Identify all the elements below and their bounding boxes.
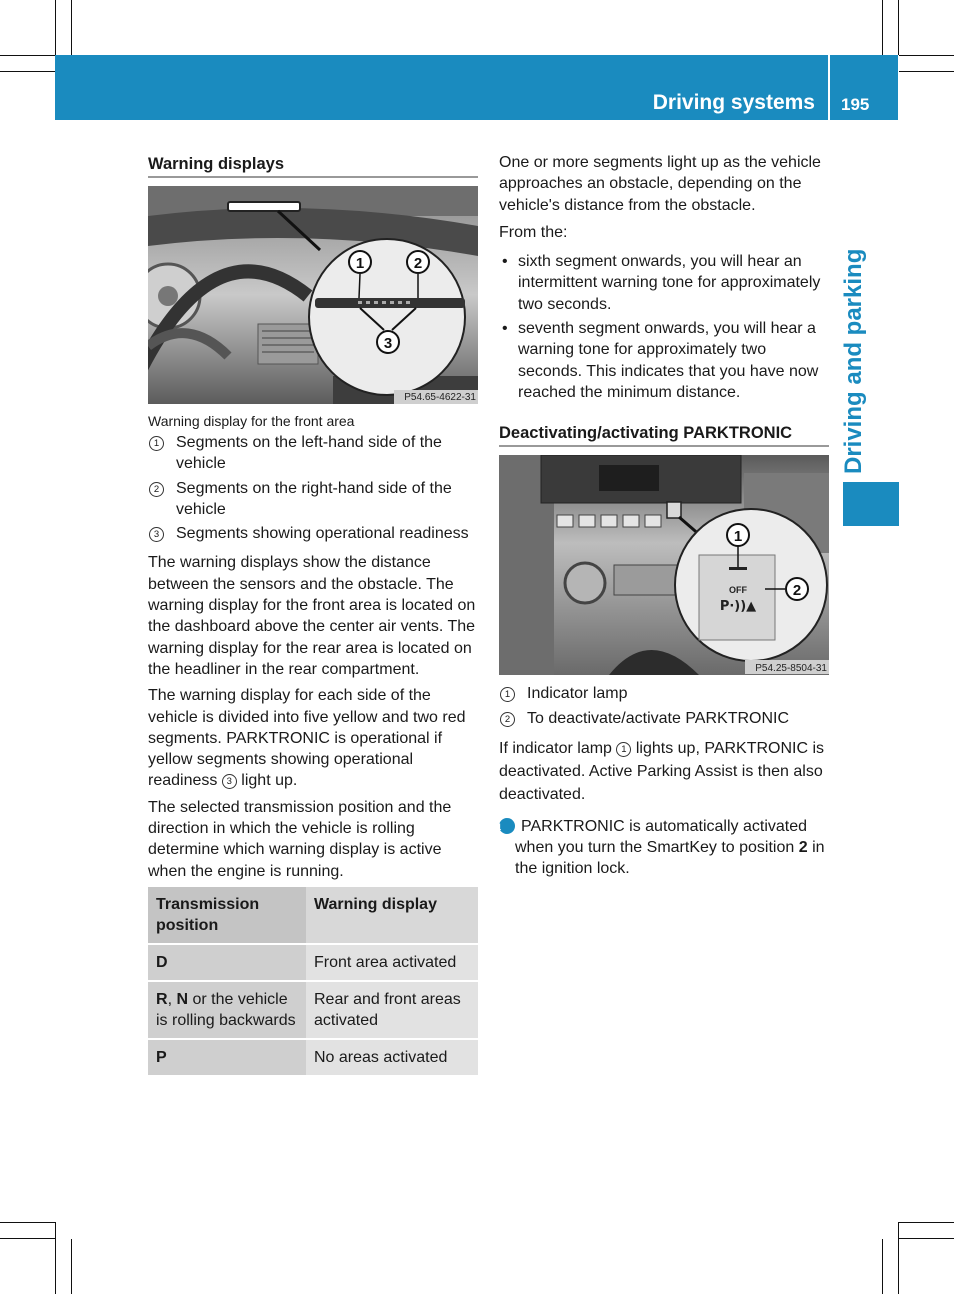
position-code: N (176, 990, 189, 1008)
table-header-row (148, 887, 478, 944)
crop-mark (0, 1238, 55, 1239)
info-note (496, 816, 829, 880)
paragraph (499, 737, 829, 806)
position-code: P (156, 1048, 167, 1066)
crop-mark (899, 71, 954, 72)
number-marker: 1 (500, 687, 515, 702)
table-cell: Rear and front areas activated (306, 981, 478, 1039)
position-code: R (156, 990, 168, 1008)
parktronic-symbol: P·))▲ (719, 599, 757, 615)
list-item-text: Segments showing operational readiness (176, 525, 469, 543)
callout-label: 1 (733, 528, 743, 546)
table-cell: Front area activated (306, 944, 478, 981)
position-code: D (156, 953, 168, 971)
table-header-cell: Transmission position (148, 887, 306, 944)
table-row (148, 981, 478, 1039)
bullet-icon: • (502, 253, 508, 271)
table-cell (148, 1039, 306, 1075)
figure1-caption: Warning display for the front area (148, 413, 355, 429)
from-the-label: From the: (499, 223, 568, 241)
crop-mark (0, 55, 55, 56)
list-item-text: Segments on the right-hand side of the vehicle (176, 479, 452, 518)
crop-mark (882, 1239, 883, 1294)
header-bar (55, 55, 898, 120)
left-column (148, 152, 478, 1075)
list-item (499, 708, 829, 729)
callout-label: 3 (383, 335, 393, 352)
list-item (499, 251, 829, 315)
crop-mark (899, 55, 954, 56)
paragraph-text: If indicator lamp (499, 739, 612, 757)
paragraph (148, 685, 478, 791)
position-text: or the vehicle is rolling backwards (156, 990, 296, 1029)
info-text: in the ignition lock. (515, 839, 825, 878)
crop-mark (55, 0, 56, 55)
chapter-side-label (834, 248, 874, 480)
table-row (148, 1039, 478, 1075)
paragraph: The selected transmission position and the direction in which the vehicle is rolling determine which warning display is active when the engine is running. (148, 798, 452, 880)
transmission-table (148, 887, 478, 1075)
parktronic-button-figure (499, 455, 829, 675)
list-item (148, 523, 478, 544)
number-marker: 2 (149, 482, 164, 497)
list-item (499, 318, 829, 403)
number-marker: 3 (149, 527, 164, 542)
list-item-text: To deactivate/activate PARKTRONIC (527, 709, 790, 727)
table-cell: No areas activated (306, 1039, 478, 1075)
chapter-label-text: Driving and parking (840, 248, 867, 474)
crop-mark (0, 1222, 55, 1223)
chapter-tab (843, 482, 899, 526)
off-label: OFF (729, 585, 747, 596)
crop-mark (882, 0, 883, 55)
crop-mark (0, 71, 55, 72)
header-divider (828, 55, 830, 120)
crop-mark (55, 1222, 56, 1294)
section-title: Driving systems (652, 91, 815, 114)
front-warning-display-figure (148, 186, 478, 404)
center-console-illustration (499, 455, 829, 675)
list-item (148, 478, 478, 521)
table-cell (148, 981, 306, 1039)
table-row (148, 944, 478, 981)
crop-mark (899, 1238, 954, 1239)
table-cell (148, 944, 306, 981)
list-item (499, 683, 829, 704)
list-item (148, 432, 478, 475)
list-item-text: Indicator lamp (527, 685, 628, 703)
position-separator: , (167, 990, 177, 1008)
inline-number-marker: 3 (222, 774, 237, 789)
table-header-cell: Warning display (306, 887, 478, 944)
callout-label: 2 (792, 582, 802, 600)
number-marker: 1 (149, 436, 164, 451)
callout-label: 1 (355, 255, 365, 272)
figure-code: P54.65-4622-31 (404, 392, 476, 403)
crop-mark (899, 1222, 954, 1223)
parktronic-heading: Deactivating/activating PARKTRONIC (499, 421, 829, 447)
list-item-text: seventh segment onwards, you will hear a warning tone for approximately two seconds. This indicates that you have now reached the minimum distance. (518, 320, 819, 401)
indicator-lamp-icon (729, 567, 747, 570)
crop-mark (71, 0, 72, 55)
paragraph-text: light up. (241, 772, 298, 790)
paragraph-text: The warning display for each side of the vehicle is divided into five yellow and two red segments. PARKTRONIC is operational if yellow segments showing operational readiness (148, 687, 466, 790)
figure-code: P54.25-8504-31 (755, 663, 827, 675)
info-text: PARKTRONIC is automatically activated when you turn the SmartKey to position (515, 817, 808, 857)
list-item-text: Segments on the left-hand side of the vehicle (176, 434, 442, 473)
info-bold: 2 (798, 839, 808, 857)
inline-number-marker: 1 (616, 742, 631, 757)
dashboard-illustration (148, 186, 478, 404)
callout-label: 2 (413, 255, 423, 272)
page-number: 195 (841, 95, 870, 114)
right-column (496, 152, 829, 885)
number-marker: 2 (500, 712, 515, 727)
info-icon: i (499, 818, 515, 834)
crop-mark (71, 1239, 72, 1294)
bullet-icon: • (502, 320, 508, 338)
paragraph-text: lights up, PARKTRONIC is deactivated. Active Parking Assist is then also deactivated. (499, 739, 825, 803)
list-item-text: sixth segment onwards, you will hear an intermittent warning tone for approximately two seconds. (518, 253, 821, 313)
paragraph: One or more segments light up as the vehicle approaches an obstacle, depending on the vehicle's distance from the obstacle. (499, 154, 821, 214)
crop-mark (898, 0, 899, 55)
paragraph: The warning displays show the distance between the sensors and the obstacle. The warning display for the front area is located on the dashboard above the center air vents. The warning display for the rear area is located on the headliner in the rear compartment. (148, 554, 476, 678)
warning-displays-heading: Warning displays (148, 152, 478, 178)
crop-mark (898, 1222, 899, 1294)
